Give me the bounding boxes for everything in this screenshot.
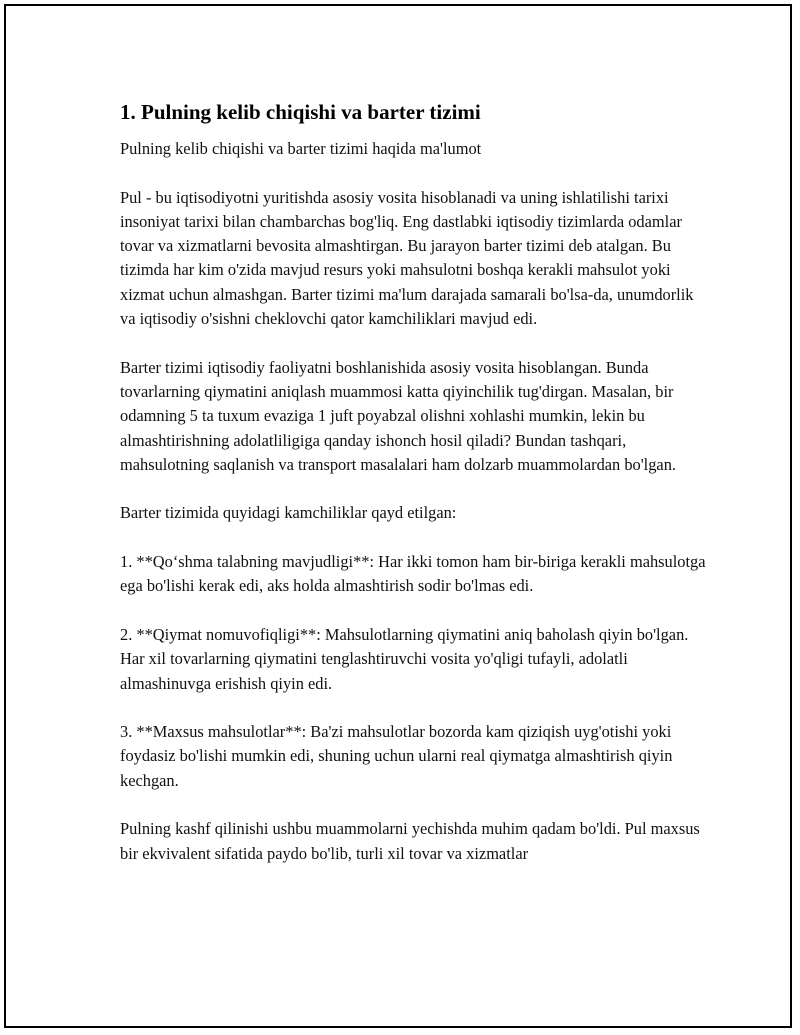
- list-item-3: 3. **Maxsus mahsulotlar**: Ba'zi mahsulotlar bozorda kam qiziqish uyg'otishi yoki foydasiz bo'lishi mumkin edi, shuning uchun ularni real qiymatga almashtirish qiyin kechgan.: [120, 722, 673, 790]
- document-title: 1. Pulning kelib chiqishi va barter tizimi: [120, 100, 481, 124]
- list-item-1: 1. **Qo‘shma talabning mavjudligi**: Har ikki tomon ham bir-biriga kerakli mahsulotga ega bo'lishi kerak edi, aks holda almashtirish sodir bo'lmas edi.: [120, 552, 706, 596]
- paragraph-intro: Pul - bu iqtisodiyotni yuritishda asosiy vosita hisoblanadi va uning ishlatilishi tarixi insoniyat tarixi bilan chambarchas bog'liq. Eng dastlabki iqtisodiy tizimlarda odamlar tovar va xizmatlarni bevosita almashtirgan. Bu jarayon barter tizimi deb atalgan. Bu tizimda har kim o'zida mavjud resurs yoki mahsulotni boshqa kerakli mahsulot yoki xizmat uchun almashgan. Barter tizimi ma'lum darajada samarali bo'lsa-da, unumdorlik va iqtisodiy o'sishni cheklovchi qator kamchiliklari mavjud edi.: [120, 187, 694, 329]
- paragraph-subtitle: Pulning kelib chiqishi va barter tizimi haqida ma'lumot: [120, 139, 482, 158]
- paragraph-barter: Barter tizimi iqtisodiy faoliyatni boshlanishida asosiy vosita hisoblangan. Bunda tovarlarning qiymatini aniqlash muammosi katta qiyinchilik tug'dirgan. Masalan, bir odamning 5 ta tuxum evaziga 1 juft poyabzal olishni xohlashi mumkin, lekin bu almashtirishning adolatliligiga qanday ishonch hosil qiladi? Bundan tashqari, mahsulotning saqlanish va transport masalalari ham dolzarb muammolardan bo'lgan.: [120, 357, 676, 474]
- paragraph-conclusion: Pulning kashf qilinishi ushbu muammolarni yechishda muhim qadam bo'ldi. Pul maxsus bir ekvivalent sifatida paydo bo'lib, turli xil tovar va xizmatlar: [120, 819, 700, 863]
- document-body: [120, 99, 710, 866]
- page-frame: [4, 4, 792, 1028]
- paragraph-list-intro: Barter tizimida quyidagi kamchiliklar qayd etilgan:: [120, 503, 457, 523]
- list-item-2: 2. **Qiymat nomuvofiqligi**: Mahsulotlarning qiymatini aniq baholash qiyin bo'lgan. Har xil tovarlarning qiymatini tenglashtiruvchi vosita yo'qligi tufayli, adolatli almashinuvga erishish qiyin edi.: [120, 624, 689, 693]
